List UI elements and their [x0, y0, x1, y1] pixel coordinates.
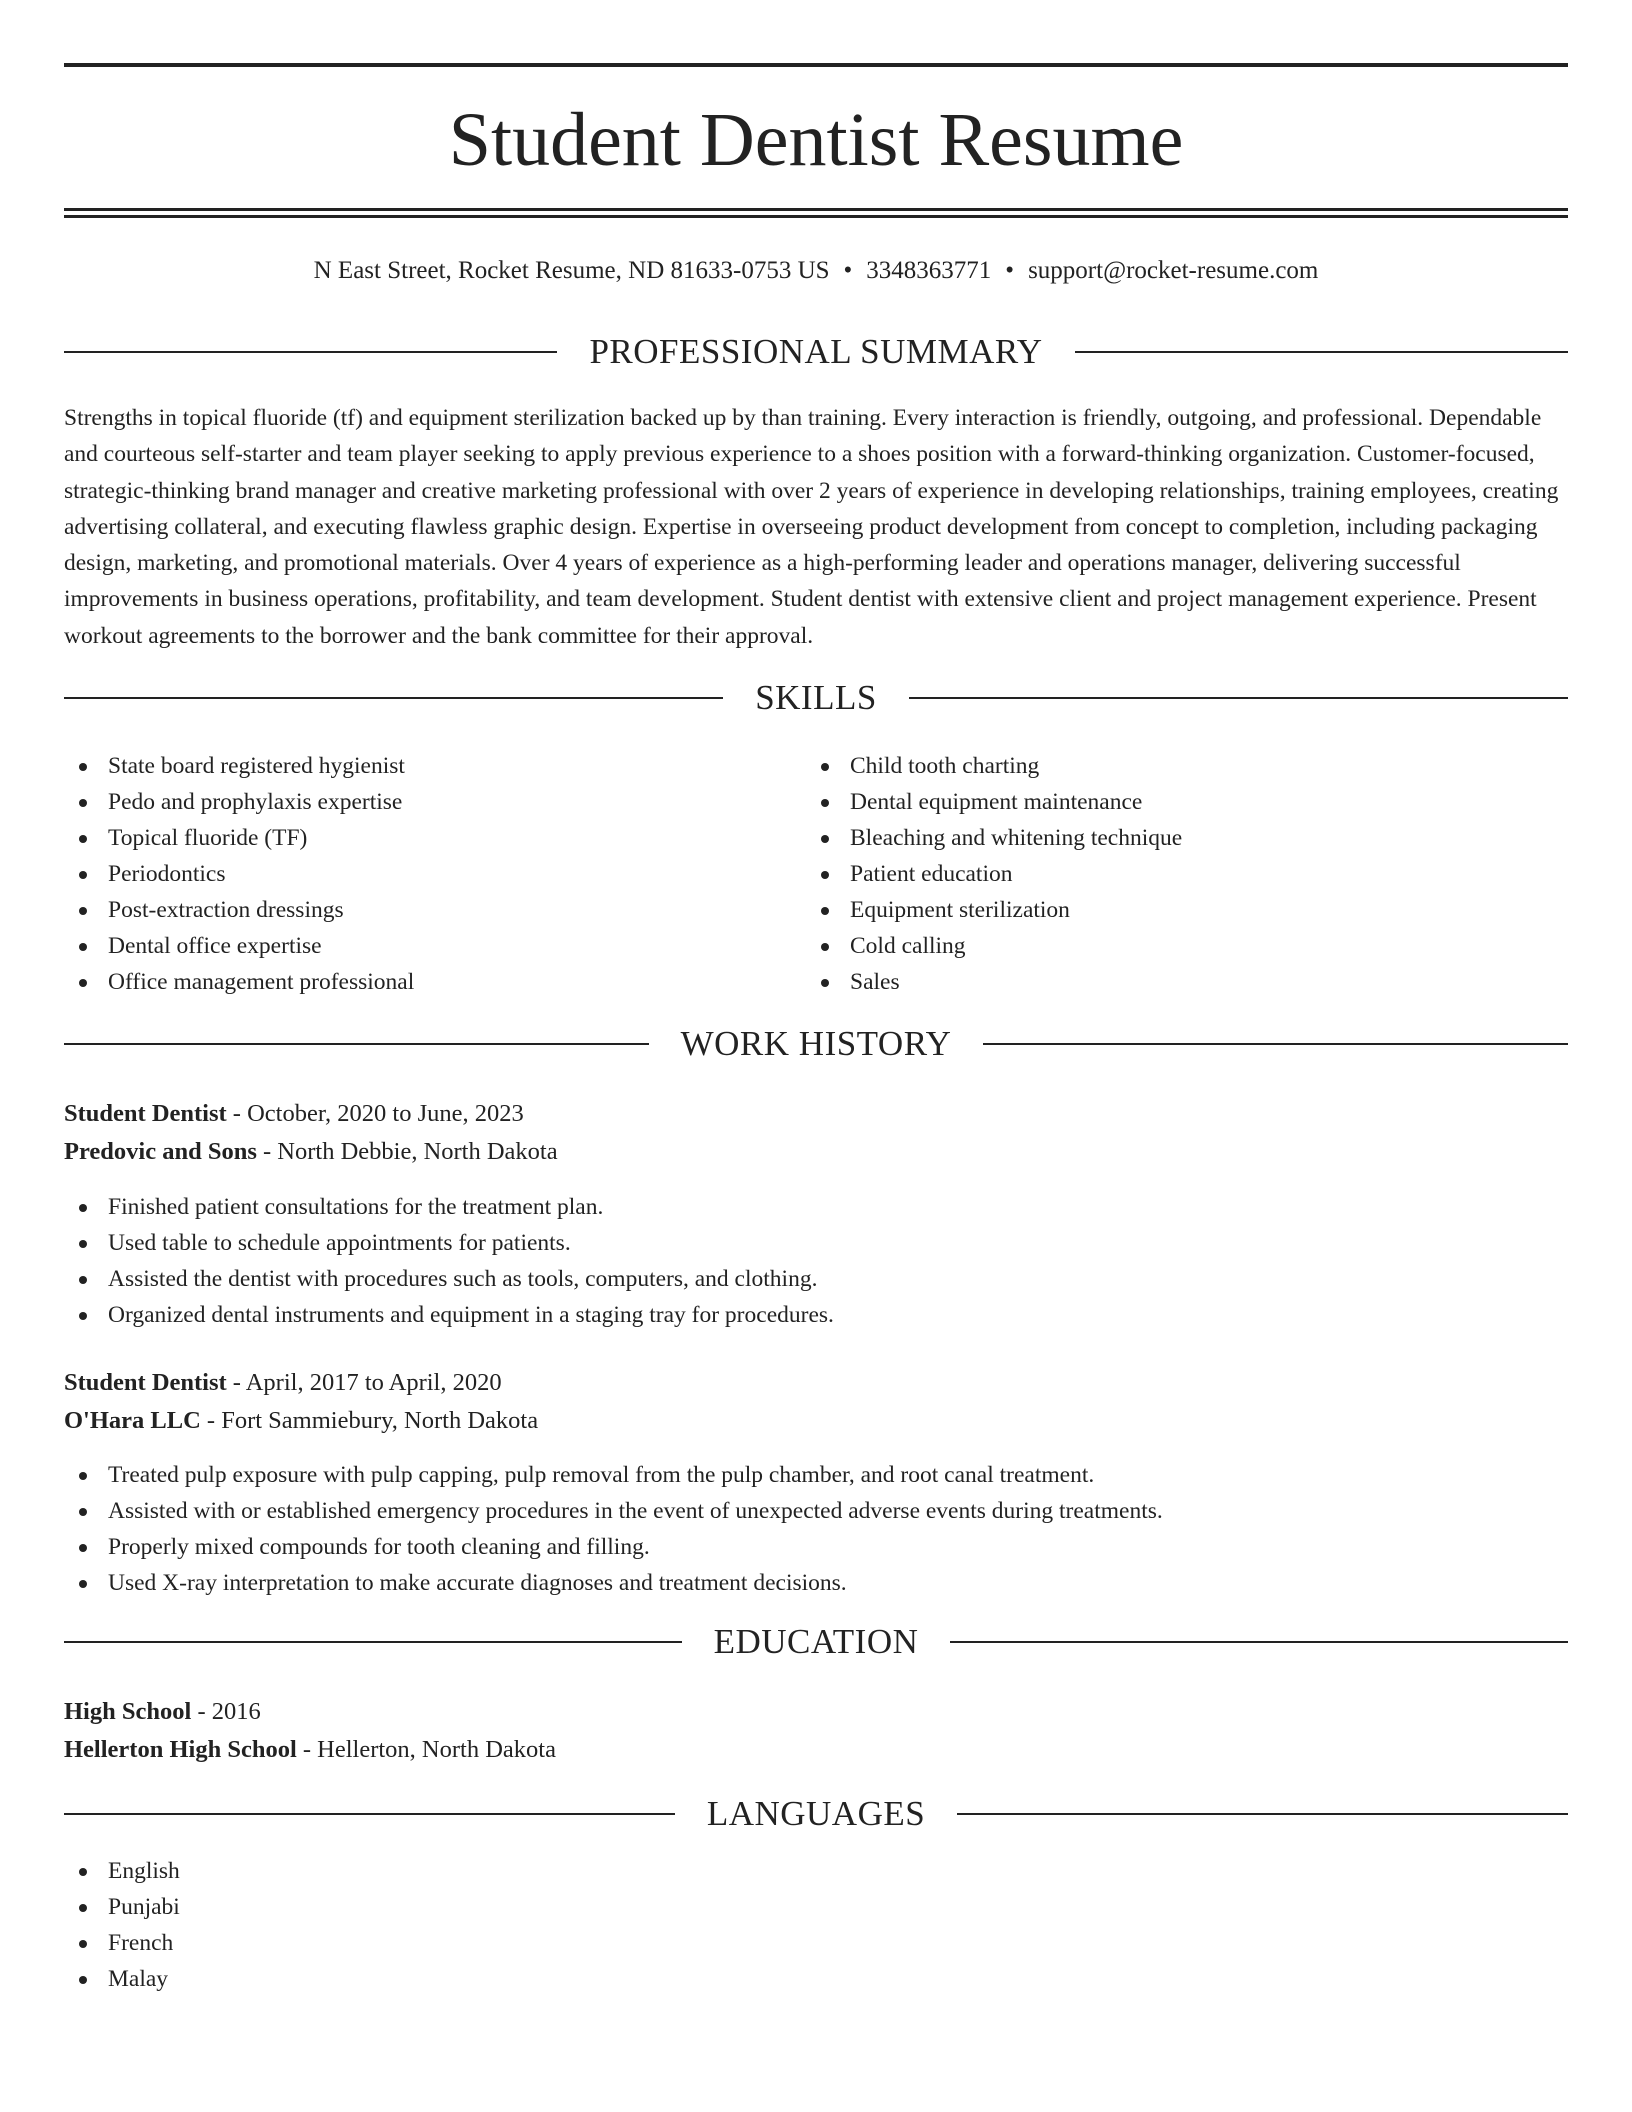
skill-item: Periodontics: [64, 856, 804, 892]
resume-title: Student Dentist Resume: [448, 98, 1184, 182]
language-item: Punjabi: [64, 1889, 1568, 1925]
job-duty: Finished patient consultations for the treatment plan.: [64, 1189, 1568, 1225]
skill-item: Dental office expertise: [64, 928, 804, 964]
education-degree-line: [64, 1694, 261, 1730]
job-duty: Used table to schedule appointments for patients.: [64, 1225, 1568, 1261]
education-year: - 2016: [191, 1698, 261, 1725]
skill-item: Sales: [806, 964, 1546, 1000]
skills-list-right: [806, 748, 1546, 1000]
education-degree: High School: [64, 1698, 192, 1725]
skill-item: Pedo and prophylaxis expertise: [64, 784, 804, 820]
skill-item: Dental equipment maintenance: [806, 784, 1546, 820]
job-location: - North Debbie, North Dakota: [256, 1138, 558, 1165]
heading-rule: [957, 1813, 1568, 1815]
contact-line: [64, 255, 1568, 287]
section-heading-skills: [64, 676, 1568, 720]
contact-address: N East Street, Rocket Resume, ND 81633-0753 US: [313, 257, 830, 284]
heading-rule: [64, 1641, 682, 1643]
section-title: EDUCATION: [713, 1622, 919, 1661]
heading-rule: [950, 1641, 1568, 1643]
section-title: SKILLS: [755, 678, 877, 717]
job-duties-list: [64, 1457, 1568, 1601]
section-title: WORK HISTORY: [680, 1024, 952, 1063]
job-company: Predovic and Sons: [64, 1138, 257, 1165]
language-item: French: [64, 1925, 1568, 1961]
contact-separator: •: [1005, 257, 1015, 284]
job-title: Student Dentist: [64, 1369, 227, 1396]
section-heading-work: [64, 1022, 1568, 1066]
skill-item: Post-extraction dressings: [64, 892, 804, 928]
section-title: PROFESSIONAL SUMMARY: [589, 332, 1043, 371]
job-title-line: [64, 1096, 524, 1132]
heading-rule: [64, 1813, 675, 1815]
skill-item: Cold calling: [806, 928, 1546, 964]
job-company-line: [64, 1134, 558, 1170]
skill-item: Equipment sterilization: [806, 892, 1546, 928]
job-duty: Organized dental instruments and equipment in a staging tray for procedures.: [64, 1297, 1568, 1333]
skill-item: Office management professional: [64, 964, 804, 1000]
job-title: Student Dentist: [64, 1100, 227, 1127]
title-rule-upper: [64, 208, 1568, 211]
job-title-line: [64, 1365, 502, 1401]
education-location: - Hellerton, North Dakota: [296, 1736, 556, 1763]
contact-phone: 3348363771: [866, 257, 992, 284]
skills-list-left: [64, 748, 804, 1000]
job-company: O'Hara LLC: [64, 1407, 201, 1434]
title-rule-lower: [64, 215, 1568, 218]
section-heading-education: [64, 1620, 1568, 1664]
section-title: LANGUAGES: [706, 1794, 926, 1833]
contact-email: support@rocket-resume.com: [1028, 257, 1319, 284]
skill-item: Child tooth charting: [806, 748, 1546, 784]
language-item: Malay: [64, 1961, 1568, 1997]
job-duty: Assisted the dentist with procedures such as tools, computers, and clothing.: [64, 1261, 1568, 1297]
job-duty: Treated pulp exposure with pulp capping, pulp removal from the pulp chamber, and root canal treatment.: [64, 1457, 1568, 1493]
heading-rule: [1075, 351, 1568, 353]
job-dates: - October, 2020 to June, 2023: [226, 1100, 524, 1127]
section-heading-languages: [64, 1792, 1568, 1836]
job-duty: Assisted with or established emergency procedures in the event of unexpected adverse events during treatments.: [64, 1493, 1568, 1529]
skill-item: Bleaching and whitening technique: [806, 820, 1546, 856]
heading-rule: [909, 697, 1568, 699]
languages-list: [64, 1853, 1568, 1997]
heading-rule: [64, 697, 723, 699]
education-school: Hellerton High School: [64, 1736, 297, 1763]
top-rule: [64, 63, 1568, 67]
job-dates: - April, 2017 to April, 2020: [226, 1369, 502, 1396]
job-duty: Used X-ray interpretation to make accurate diagnoses and treatment decisions.: [64, 1565, 1568, 1601]
job-duties-list: [64, 1189, 1568, 1333]
section-heading-summary: [64, 330, 1568, 374]
heading-rule: [983, 1043, 1568, 1045]
contact-separator: •: [843, 257, 853, 284]
job-company-line: [64, 1403, 538, 1439]
education-school-line: [64, 1732, 556, 1768]
heading-rule: [64, 351, 557, 353]
skill-item: Patient education: [806, 856, 1546, 892]
job-duty: Properly mixed compounds for tooth cleaning and filling.: [64, 1529, 1568, 1565]
heading-rule: [64, 1043, 649, 1045]
job-location: - Fort Sammiebury, North Dakota: [200, 1407, 539, 1434]
skill-item: Topical fluoride (TF): [64, 820, 804, 856]
skill-item: State board registered hygienist: [64, 748, 804, 784]
summary-text: Strengths in topical fluoride (tf) and equipment sterilization backed up by than training. Every interaction is friendly, outgoing, and professional. Dependable and courteous self-starter and team player seeking to apply previous experience to a shoes position with a forward-thinking organization. Customer-focused, strategic-thinking brand manager and creative marketing professional with over 2 years of experience in developing relationships, training employees, creating advertising collateral, and executing flawless graphic design. Expertise in overseeing product development from concept to completion, including packaging design, marketing, and promotional materials. Over 4 years of experience as a high-performing leader and operations manager, delivering successful improvements in business operations, profitability, and team development. Student dentist with extensive client and project management experience. Present workout agreements to the borrower and the bank committee for their approval.: [64, 405, 1559, 649]
language-item: English: [64, 1853, 1568, 1889]
